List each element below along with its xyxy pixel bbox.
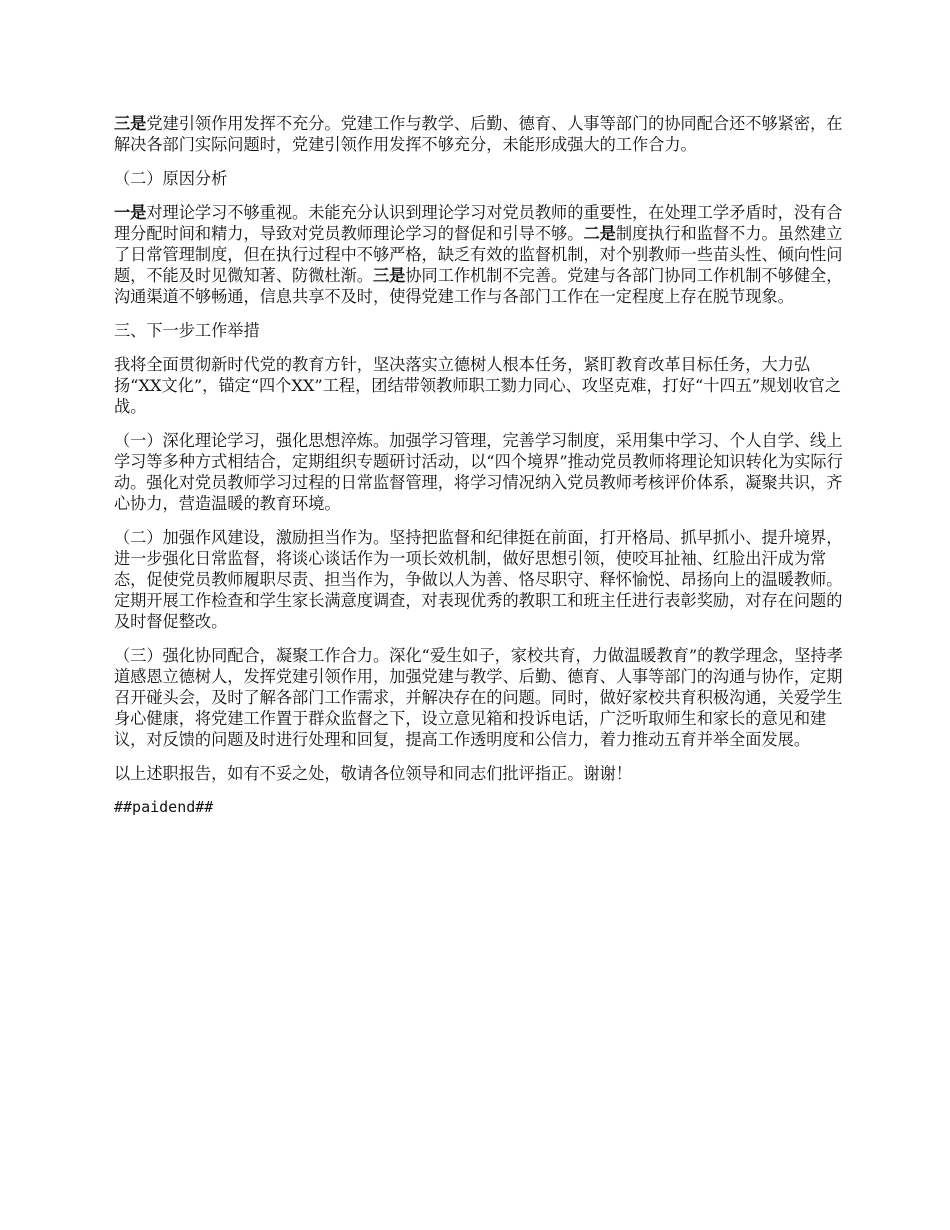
cause-text-3: 协同工作机制不完善。党建与各部门协同工作机制不够健全，沟通渠道不够畅通，信息共享不及时，使得党建工作与各部门工作在一定程度上存在脱节现象。 [114,266,843,306]
paragraph-measure-3: （三）强化协同配合，凝聚工作合力。深化“爱生如子，家校共育，力做温暖教育”的教学理念，坚持孝道感恩立德树人，发挥党建引领作用，加强党建与教学、后勤、德育、人事等部门的沟通与协作，定期召开碰头会，及时了解各部门工作需求，并解决存在的问题。同时，做好家校共育积极沟通，关爱学生身心健康，将党建工作置于群众监督之下，设立意见箱和投诉电话，广泛听取师生和家长的意见和建议，对反馈的问题及时进行处理和回复，提高工作透明度和公信力，着力推动五育并举全面发展。 [114,646,843,749]
paragraph-measure-2: （二）加强作风建设，激励担当作为。坚持把监督和纪律挺在前面，打开格局、抓早抓小、提升境界，进一步强化日常监督，将谈心谈话作为一项长效机制，做好思想引领，使咬耳扯袖、红脸出汗成为常态，促使党员教师履职尽责、担当作为，争做以人为善、恪尽职守、释怀愉悦、昂扬向上的温暖教师。定期开展工作检查和学生家长满意度调查，对表现优秀的教职工和班主任进行表彰奖励，对存在问题的及时督促整改。 [114,528,843,631]
point-lead-3: 三是 [373,266,406,285]
document-body [114,113,844,818]
paragraph-party-leadership-issue [114,113,844,155]
paragraph-text: 党建引领作用发挥不充分。党建工作与教学、后勤、德育、人事等部门的协同配合还不够紧密，在解决各部门实际问题时，党建引领作用发挥不够充分，未能形成强大的工作合力。 [114,114,843,154]
section-heading-next-steps: 三、下一步工作举措 [114,321,260,340]
point-lead-3: 三是 [114,114,147,133]
paragraph-measure-1: （一）深化理论学习，强化思想淬炼。加强学习管理，完善学习制度，采用集中学习、个人自学、线上学习等多种方式相结合，定期组织专题研讨活动，以“四个境界”推动党员教师将理论知识转化为实际行动。强化对党员教师学习过程的日常监督管理，将学习情况纳入党员教师考核评价体系，凝聚共识，齐心协力，营造温暖的教育环境。 [114,431,843,513]
point-lead-2: 二是 [583,224,616,243]
section-heading-cause-analysis: （二）原因分析 [114,169,228,188]
end-marker: ##paidend## [114,798,214,816]
cause-text-1: 对理论学习不够重视。未能充分认识到理论学习对党员教师的重要性，在处理工学矛盾时，没有合理分配时间和精力，导致对党员教师理论学习的督促和引导不够。 [114,203,843,243]
point-lead-1: 一是 [114,203,147,222]
paragraph-cause-analysis [114,202,844,307]
paragraph-next-steps-intro: 我将全面贯彻新时代党的教育方针，坚决落实立德树人根本任务，紧盯教育改革目标任务，大力弘扬“XX文化”，锚定“四个XX”工程，团结带领教师职工勠力同心、攻坚克难，打好“十四五”规划收官之战。 [114,355,842,416]
paragraph-closing: 以上述职报告，如有不妥之处，敬请各位领导和同志们批评指正。谢谢！ [114,764,632,783]
cause-text-2: 制度执行和监督不力。虽然建立了日常管理制度，但在执行过程中不够严格，缺乏有效的监督机制，对个别教师一些苗头性、倾向性问题，不能及时见微知著、防微杜渐。 [114,224,843,285]
